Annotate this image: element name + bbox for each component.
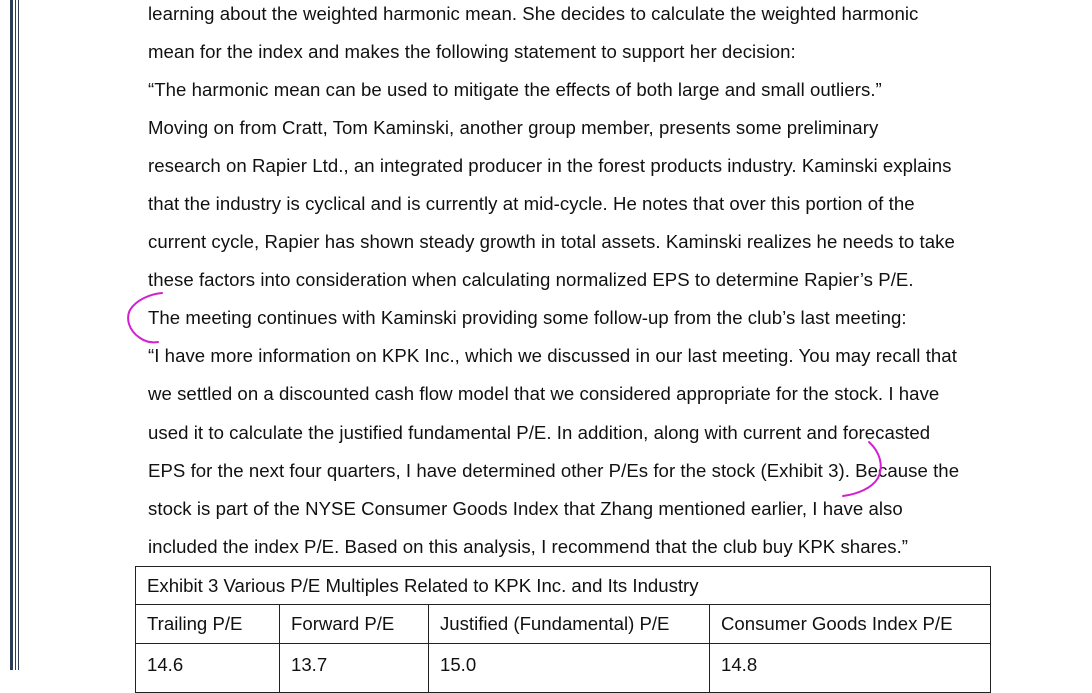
table-cell-forward-pe: 13.7 xyxy=(280,644,429,693)
column-header-trailing-pe: Trailing P/E xyxy=(136,605,280,644)
paragraph-line: current cycle, Rapier has shown steady growth in total assets. Kaminski realizes he needs to take xyxy=(148,231,955,252)
table-cell-justified-pe: 15.0 xyxy=(429,644,710,693)
edge-rule-2 xyxy=(15,0,16,670)
exhibit-caption: Exhibit 3 Various P/E Multiples Related to KPK Inc. and Its Industry xyxy=(136,567,991,605)
edge-rule-1 xyxy=(10,0,13,670)
column-header-justified-pe: Justified (Fundamental) P/E xyxy=(429,605,710,644)
paragraph-line: mean for the index and makes the following statement to support her decision: xyxy=(148,41,796,62)
paragraph-line: research on Rapier Ltd., an integrated producer in the forest products industry. Kaminski explains xyxy=(148,155,952,176)
table-row xyxy=(136,644,991,693)
table-cell-trailing-pe: 14.6 xyxy=(136,644,280,693)
paragraph-line: these factors into consideration when calculating normalized EPS to determine Rapier’s P/E. xyxy=(148,269,914,290)
paragraph-line: “I have more information on KPK Inc., which we discussed in our last meeting. You may recall that xyxy=(148,345,957,366)
edge-rule-3 xyxy=(18,0,19,670)
paragraph-line: The meeting continues with Kaminski providing some follow-up from the club’s last meeting: xyxy=(148,307,907,328)
table-cell-index-pe: 14.8 xyxy=(710,644,991,693)
column-header-index-pe: Consumer Goods Index P/E xyxy=(710,605,991,644)
paragraph-line: that the industry is cyclical and is currently at mid-cycle. He notes that over this portion of the xyxy=(148,193,915,214)
paragraph-line: Moving on from Cratt, Tom Kaminski, another group member, presents some preliminary xyxy=(148,117,879,138)
paragraph-line: included the index P/E. Based on this analysis, I recommend that the club buy KPK shares.” xyxy=(148,536,909,557)
paragraph-line: EPS for the next four quarters, I have determined other P/Es for the stock (Exhibit 3). Because the xyxy=(148,460,960,481)
paragraph-line: we settled on a discounted cash flow model that we considered appropriate for the stock. I have xyxy=(148,383,940,404)
exhibit-3-table xyxy=(135,566,991,693)
paragraph-line: stock is part of the NYSE Consumer Goods Index that Zhang mentioned earlier, I have also xyxy=(148,498,903,519)
paragraph-line: “The harmonic mean can be used to mitigate the effects of both large and small outliers.” xyxy=(148,79,882,100)
paragraph-line: used it to calculate the justified fundamental P/E. In addition, along with current and forecasted xyxy=(148,422,931,443)
column-header-forward-pe: Forward P/E xyxy=(280,605,429,644)
paragraph-line: learning about the weighted harmonic mean. She decides to calculate the weighted harmonic xyxy=(148,3,919,24)
viewer-left-edge xyxy=(0,0,22,670)
